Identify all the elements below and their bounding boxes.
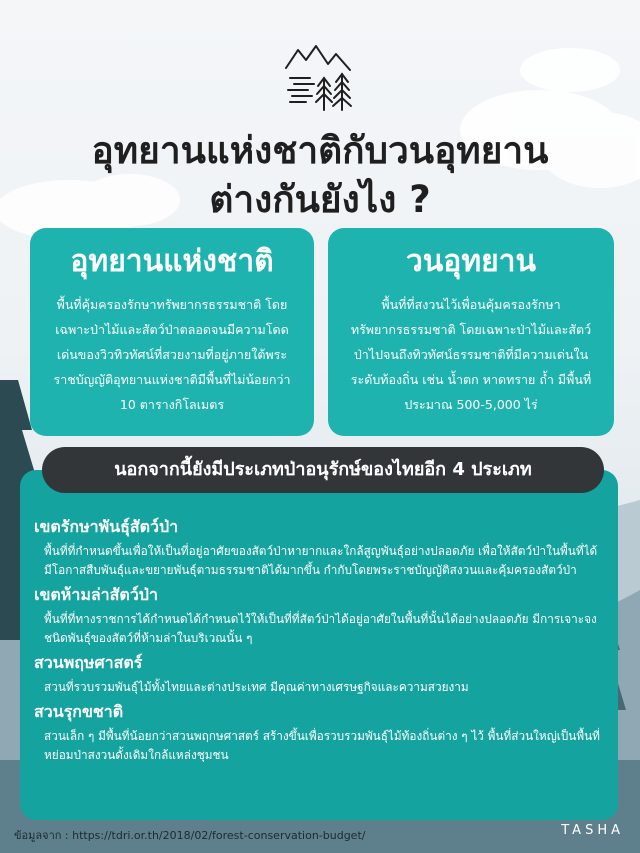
section-body: พื้นที่ที่กำหนดขึ้นเพื่อให้เป็นที่อยู่อาศัยของสัตว์ป่าหายากและใกล้สูญพันธุ์อย่างปลอดภัย เพื่อให้สัตว์ป่าในพื้นที่ได้มีโอกาสสืบพันธุ์และขยายพันธุ์ตามธรรมชาติได้มากขึ้น กำกับโดยพระราชบัญญัติสงวนและคุ้มครองสัตว์ป่า: [44, 544, 598, 577]
section-wildlife-sanctuary: [34, 516, 602, 580]
brand-logo-text: TASHA: [561, 823, 624, 838]
forest-park-card: [328, 228, 614, 436]
section-heading: เขตห้ามล่าสัตว์ป่า: [34, 585, 158, 604]
section-heading: สวนรุกขชาติ: [34, 702, 124, 721]
section-body: พื้นที่ที่ทางราชการได้กำหนดได้กำหนดไว้ให้เป็นที่ที่สัตว์ป่าได้อยู่อาศัยในพื้นที่นั้นได้อย่างปลอดภัย มีการเจาะจงชนิดพันธุ์ของสัตว์ที่ห้ามล่าในบริเวณนั้น ๆ: [44, 612, 597, 645]
conservation-types-panel: [20, 470, 618, 820]
page-title: [0, 126, 640, 224]
section-body: สวนเล็ก ๆ มีพื้นที่น้อยกว่าสวนพฤกษศาสตร์ สร้างขึ้นเพื่อรวบรวมพันธุ์ไม้ท้องถิ่นต่าง ๆ ไว้ พื้นที่ส่วนใหญ่เป็นพื้นที่หย่อมป่าสงวนดั้งเดิมใกล้แหล่งชุมชน: [44, 729, 600, 762]
section-botanical-garden: [34, 652, 602, 697]
forest-park-heading: วนอุทยาน: [405, 244, 537, 279]
national-park-heading: อุทยานแห่งชาติ: [70, 244, 274, 279]
conservation-types-banner: นอกจากนี้ยังมีประเภทป่าอนุรักษ์ของไทยอีก 4 ประเภท: [42, 447, 604, 493]
section-heading: สวนพฤษศาสตร์: [34, 653, 143, 672]
source-link[interactable]: ข้อมูลจาก : https://tdri.or.th/2018/02/forest-conservation-budget/: [14, 829, 366, 842]
forest-park-description: พื้นที่ที่สงวนไว้เพื่อนคุ้มครองรักษาทรัพยากรธรรมชาติ โดยเฉพาะป่าไม้และสัตว์ป่าไปจนถึงทิวทัศน์ธรรมชาติที่มีความเด่นในระดับท้องถิ่น เช่น น้ำตก หาดทราย ถ้ำ มีพื้นที่ประมาณ 500-5,000 ไร่: [350, 297, 592, 412]
section-non-hunting-area: [34, 584, 602, 648]
section-arboretum: [34, 701, 602, 765]
section-heading: เขตรักษาพันธุ์สัตว์ป่า: [34, 517, 179, 536]
national-park-description: พื้นที่คุ้มครองรักษาทรัพยากรธรรมชาติ โดยเฉพาะป่าไม้และสัตว์ป่าตลอดจนมีความโดดเด่นของวิวทิวทัศน์ที่สวยงามที่อยู่ภายใต้พระราชบัญญัติอุทยานแห่งชาติมีพื้นที่ไม่น้อยกว่า 10 ตารางกิโลเมตร: [53, 297, 291, 412]
title-line-2: ต่างกันยังไง ?: [209, 178, 431, 221]
section-body: สวนที่รวบรวมพันธุ์ไม้ทั้งไทยและต่างประเทศ มีคุณค่าทางเศรษฐกิจและความสวยงาม: [44, 680, 469, 694]
mountains-and-pine-trees-icon: [284, 44, 356, 114]
national-park-card: [30, 228, 314, 436]
title-line-1: อุทยานแห่งชาติกับวนอุทยาน: [91, 129, 549, 172]
